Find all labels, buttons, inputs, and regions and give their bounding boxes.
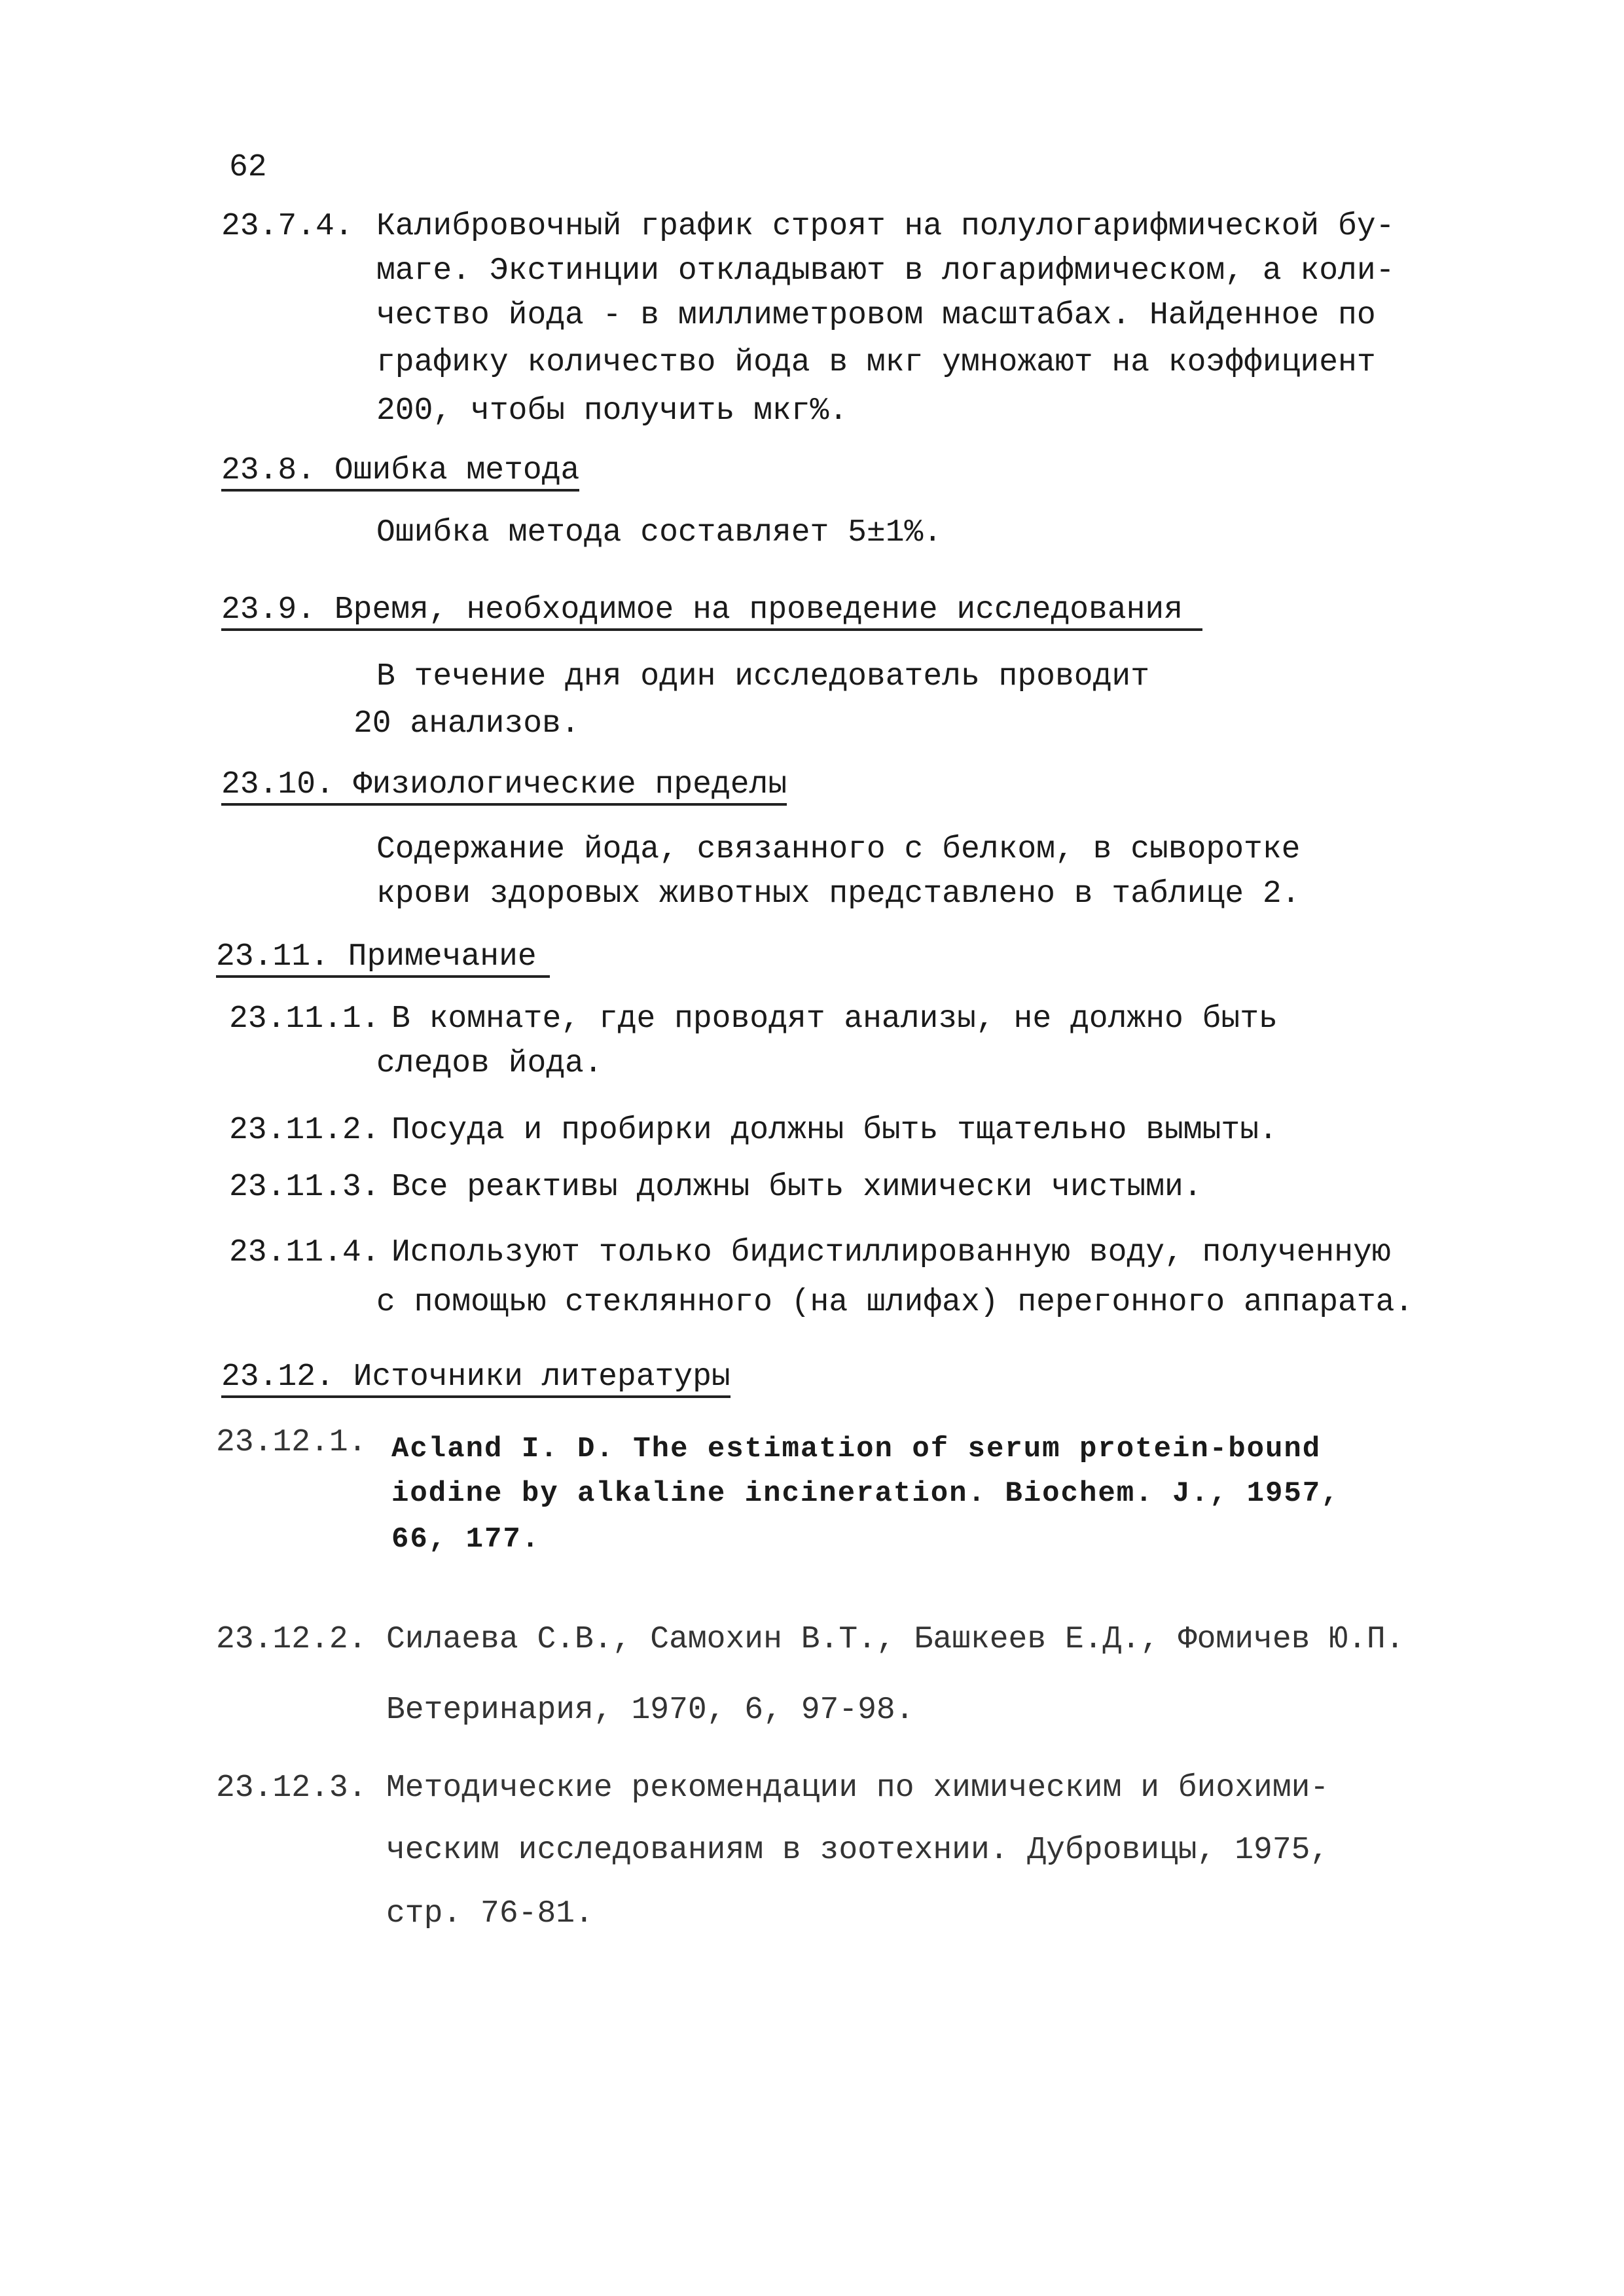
paragraph-line: Калибровочный график строят на полулогарифмической бу- xyxy=(376,209,1395,244)
reference-line: Acland I. D. The estimation of serum protein-bound xyxy=(391,1433,1322,1465)
paragraph-line: 200, чтобы получить мкг%. xyxy=(376,393,848,429)
section-heading: 23.9. Время, необходимое на проведение исследования xyxy=(221,594,1202,631)
reference-line: Методические рекомендации по химическим и биохими- xyxy=(386,1770,1329,1806)
section-heading: 23.11. Примечание xyxy=(216,941,550,978)
reference-line: iodine by alkaline incineration. Biochem. J., 1957, xyxy=(391,1477,1340,1510)
item-number: 23.11.4. xyxy=(229,1235,380,1270)
item-line: Все реактивы должны быть химически чистыми. xyxy=(391,1170,1202,1205)
item-line: В комнате, где проводят анализы, не должно быть xyxy=(391,1001,1278,1037)
item-number: 23.11.3. xyxy=(229,1170,380,1205)
item-line: следов йода. xyxy=(376,1046,603,1081)
section-heading: 23.10. Физиологические пределы xyxy=(221,769,787,806)
section-number: 23.7.4. xyxy=(221,209,353,244)
section-heading: 23.12. Источники литературы xyxy=(221,1361,731,1398)
reference-number: 23.12.3. xyxy=(216,1770,367,1806)
reference-line: стр. 76-81. xyxy=(386,1896,594,1931)
paragraph-line: 20 анализов. xyxy=(353,706,580,742)
reference-line: ческим исследованиям в зоотехнии. Дубровицы, 1975, xyxy=(386,1833,1329,1868)
reference-number: 23.12.2. xyxy=(216,1622,367,1657)
section-heading: 23.8. Ошибка метода xyxy=(221,455,579,492)
paragraph-line: В течение дня один исследователь проводит xyxy=(376,659,1149,694)
reference-line: 66, 177. xyxy=(391,1523,541,1556)
paragraph-line: графику количество йода в мкг умножают на коэффициент xyxy=(376,345,1376,380)
page-number: 62 xyxy=(229,150,267,185)
paragraph-line: чество йода - в миллиметровом масштабах. Найденное по xyxy=(376,298,1376,333)
item-line: с помощью стеклянного (на шлифах) перегонного аппарата. xyxy=(376,1285,1414,1320)
paragraph-line: крови здоровых животных представлено в таблице 2. xyxy=(376,876,1301,912)
item-line: Используют только бидистиллированную воду, полученную xyxy=(391,1235,1391,1270)
reference-number: 23.12.1. xyxy=(216,1425,367,1460)
reference-line: Ветеринария, 1970, 6, 97-98. xyxy=(386,1693,914,1728)
item-number: 23.11.2. xyxy=(229,1113,380,1148)
item-number: 23.11.1. xyxy=(229,1001,380,1037)
paragraph-line: маге. Экстинции откладывают в логарифмическом, а коли- xyxy=(376,253,1395,289)
paragraph-line: Ошибка метода составляет 5±1%. xyxy=(376,515,943,550)
item-line: Посуда и пробирки должны быть тщательно вымыты. xyxy=(391,1113,1278,1148)
reference-line: Силаева С.В., Самохин В.Т., Башкеев Е.Д., Фомичев Ю.П. xyxy=(386,1622,1405,1657)
paragraph-line: Содержание йода, связанного с белком, в сыворотке xyxy=(376,832,1301,867)
